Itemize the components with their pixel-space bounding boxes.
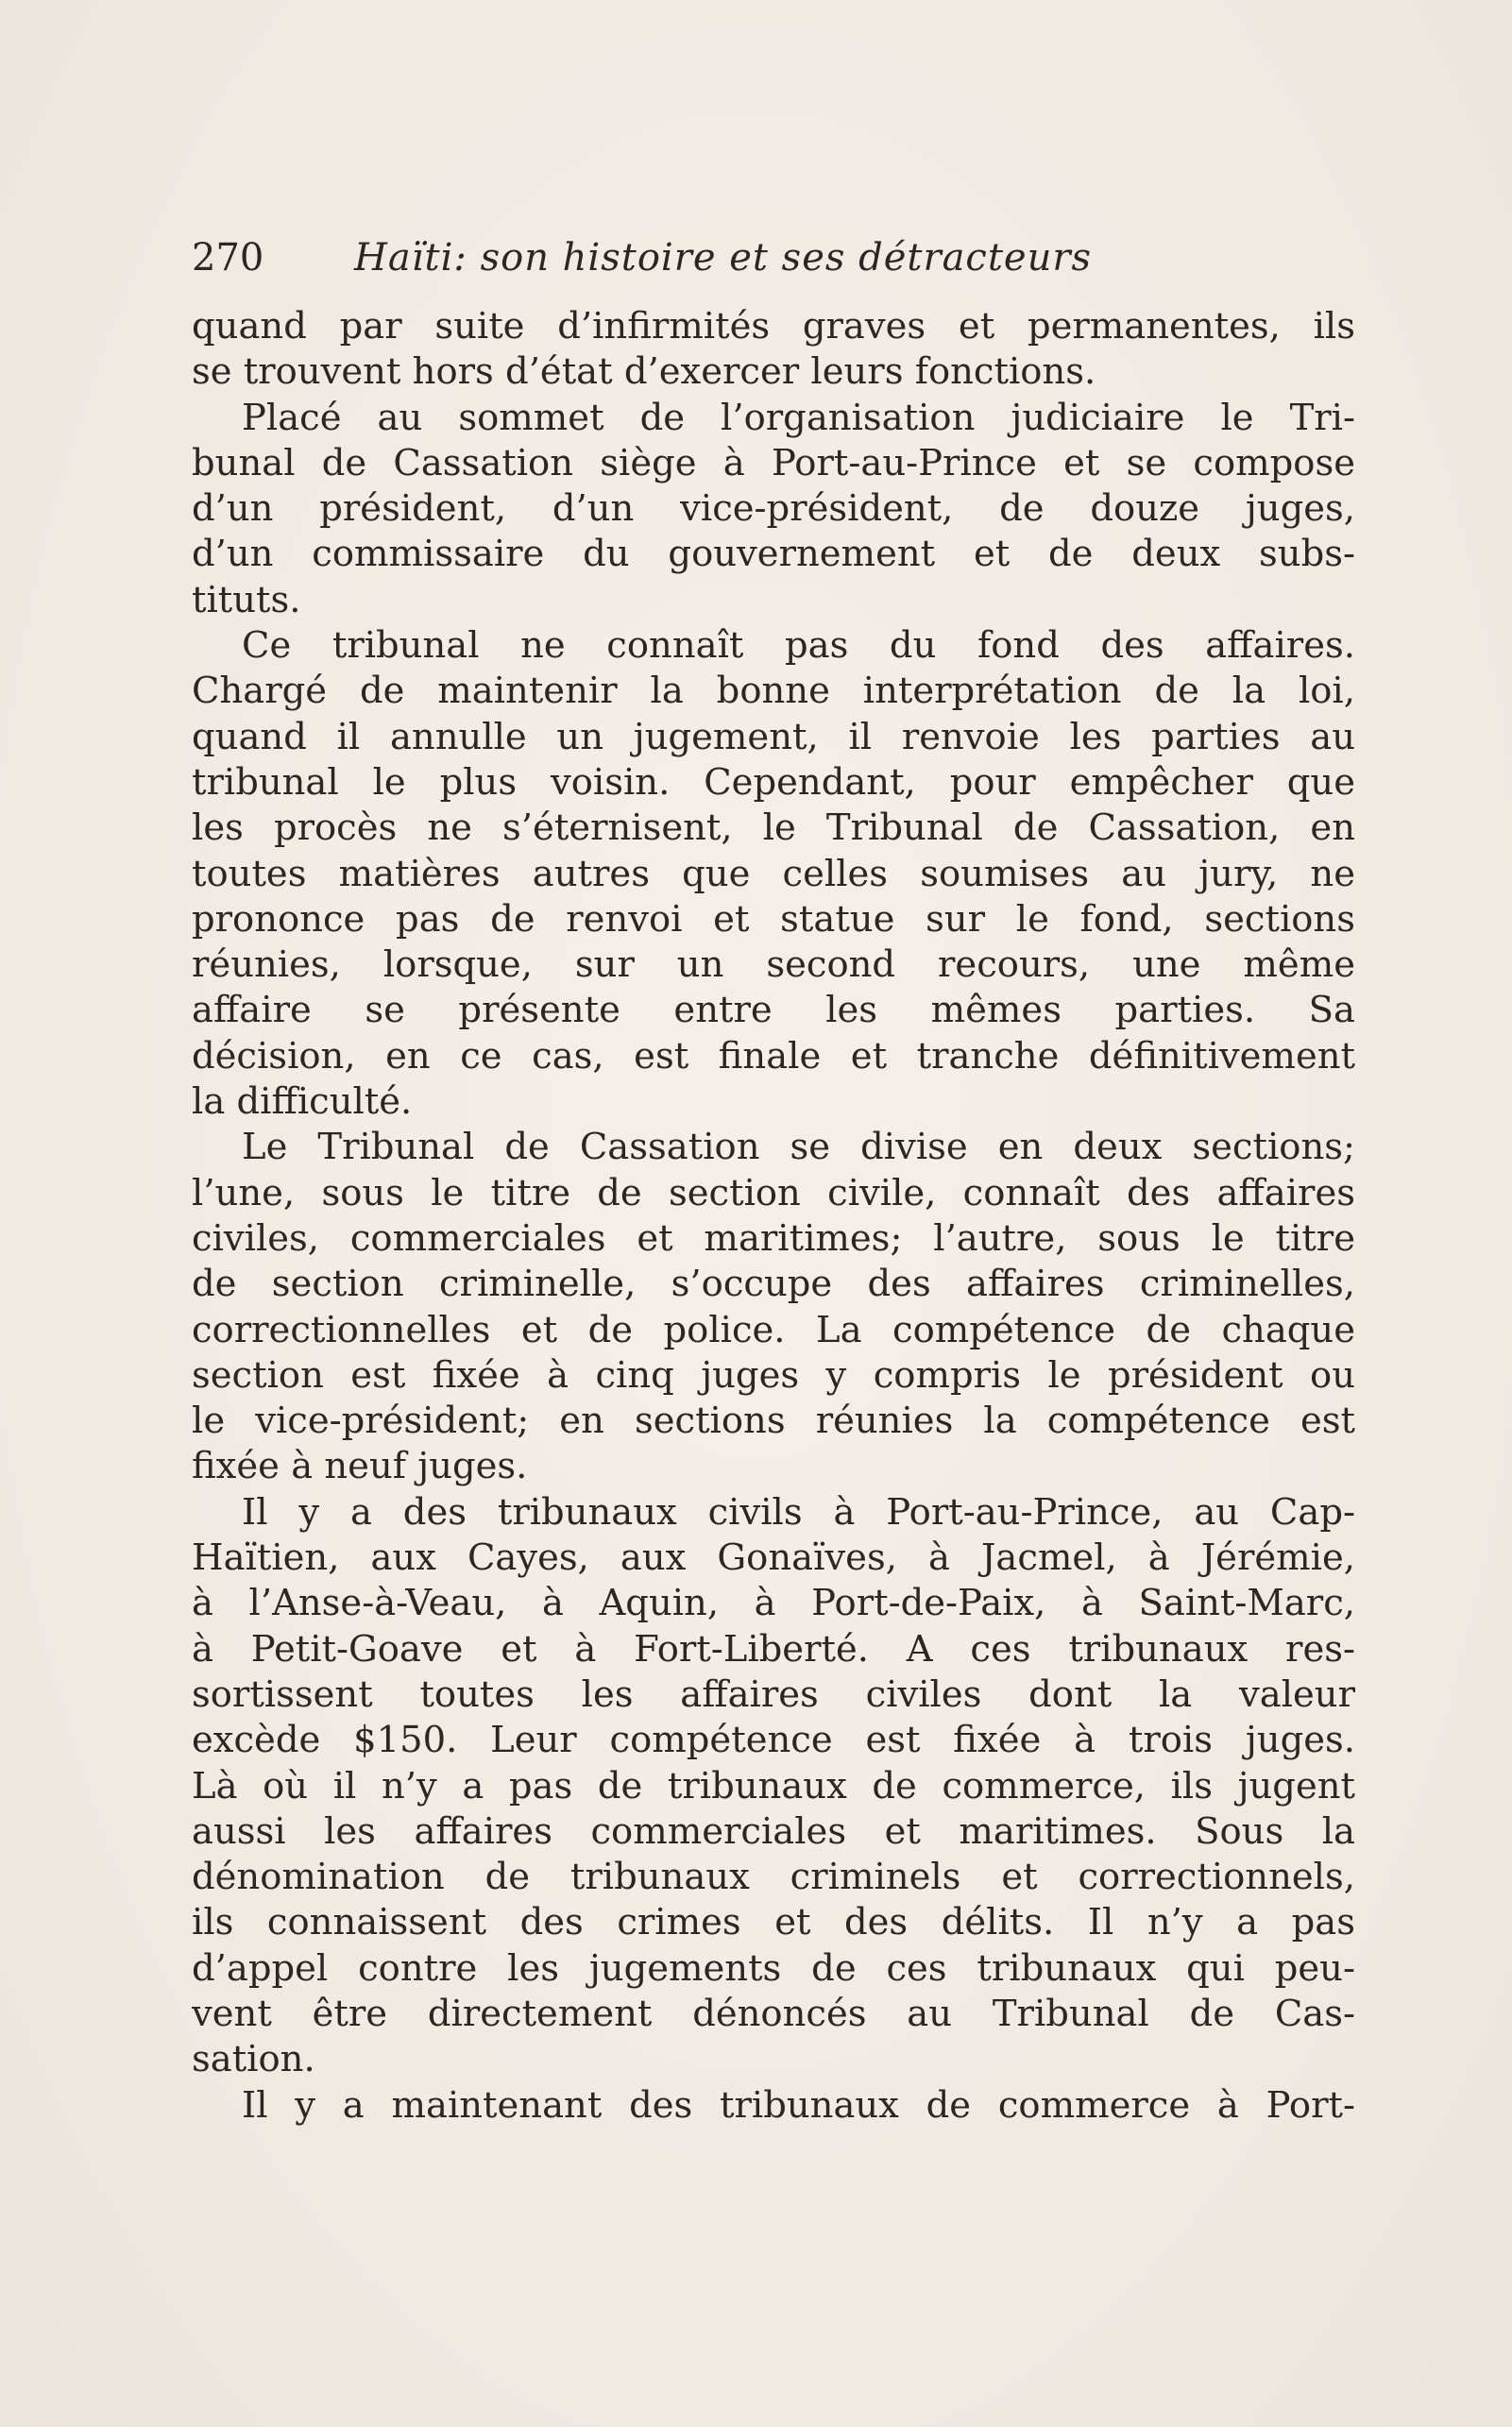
text-line: excède $150. Leur compétence est fixée à trois juges. [192,1719,1355,1762]
text-line: les procès ne s’éternisent, le Tribunal de Cassation, en [192,806,1355,850]
text-line: d’appel contre les jugements de ces tribunaux qui peu- [192,1946,1355,1990]
text-line: aussi les affaires commerciales et maritimes. Sous la [192,1809,1355,1853]
text-line: l’une, sous le titre de section civile, connaît des affaires [192,1171,1355,1214]
text-line: à l’Anse-à-Veau, à Aquin, à Port-de-Paix, à Saint-Marc, [192,1582,1355,1625]
text-line: quand il annulle un jugement, il renvoie les parties au [192,715,1355,758]
text-line: d’un président, d’un vice-président, de douze juges, [192,487,1355,531]
text-line: Ce tribunal ne connaît pas du fond des affaires. [242,624,1355,668]
text-line: correctionnelles et de police. La compétence de chaque [192,1308,1355,1351]
text-line: Le Tribunal de Cassation se divise en deux sections; [242,1126,1355,1169]
running-title: Haïti: son histoire et ses détracteurs [354,236,1092,280]
text-line: civiles, commerciales et maritimes; l’autre, sous le titre [192,1216,1355,1260]
text-line: d’un commissaire du gouvernement et de deux subs- [192,533,1355,576]
text-line: prononce pas de renvoi et statue sur le fond, sections [192,897,1355,941]
text-line: Chargé de maintenir la bonne interprétation de la loi, [192,670,1355,713]
text-line: tituts. [192,578,301,621]
text-line: vent être directement dénoncés au Tribunal de Cas- [192,1992,1355,2035]
text-line: Haïtien, aux Cayes, aux Gonaïves, à Jacmel, à Jérémie, [192,1536,1355,1580]
text-line: toutes matières autres que celles soumises au jury, ne [192,852,1355,895]
text-line: décision, en ce cas, est finale et tranche définitivement [192,1034,1355,1078]
text-line: tribunal le plus voisin. Cependant, pour empêcher que [192,760,1355,804]
text-line: sation. [192,2038,315,2081]
text-line: bunal de Cassation siège à Port-au-Prince et se compose [192,441,1355,484]
text-line: section est fixée à cinq juges y compris le président ou [192,1353,1355,1397]
text-line: de section criminelle, s’occupe des affaires criminelles, [192,1263,1355,1306]
text-line: ils connaissent des crimes et des délits. Il n’y a pas [192,1901,1355,1944]
text-line: dénomination de tribunaux criminels et correctionnels, [192,1856,1355,1899]
text-line: affaire se présente entre les mêmes parties. Sa [192,989,1355,1032]
text-line: le vice-président; en sections réunies la compétence est [192,1400,1355,1443]
text-line: sortissent toutes les affaires civiles dont la valeur [192,1672,1355,1716]
running-head [192,229,1363,286]
text-line: à Petit-Goave et à Fort-Liberté. A ces tribunaux res- [192,1627,1355,1671]
text-line: fixée à neuf juges. [192,1445,528,1488]
text-line: réunies, lorsque, sur un second recours, une même [192,943,1355,987]
text-line: Il y a des tribunaux civils à Port-au-Prince, au Cap- [242,1490,1355,1534]
text-line: quand par suite d’infirmités graves et permanentes, ils [192,305,1355,348]
text-line: Placé au sommet de l’organisation judiciaire le Tri- [242,396,1355,439]
page-number: 270 [192,236,264,280]
text-line: Là où il n’y a pas de tribunaux de commerce, ils jugent [192,1764,1355,1808]
text-line: se trouvent hors d’état d’exercer leurs fonctions. [192,350,1096,394]
text-line: la difficulté. [192,1080,413,1124]
body-text [192,304,1355,2129]
text-line: Il y a maintenant des tribunaux de commerce à Port- [242,2083,1355,2127]
